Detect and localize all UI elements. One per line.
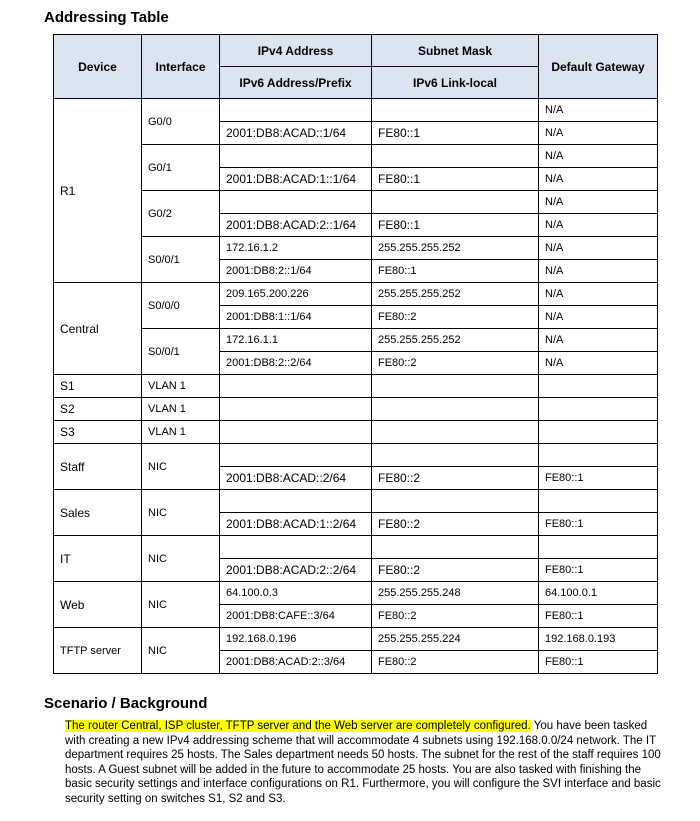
table-cell: 2001:DB8:2::1/64	[220, 260, 372, 283]
table-cell: FE80::1	[539, 467, 658, 490]
table-cell: 255.255.255.224	[372, 628, 539, 651]
table-cell	[372, 490, 539, 513]
table-cell	[220, 145, 372, 168]
table-row	[54, 145, 658, 168]
device-s3: S3	[54, 421, 142, 444]
table-cell: N/A	[539, 283, 658, 306]
device-tftp-server: TFTP server	[54, 628, 142, 674]
device-sales: Sales	[54, 490, 142, 536]
interface-cell: S0/0/0	[142, 283, 220, 329]
table-cell: FE80::2	[372, 651, 539, 674]
table-cell	[539, 421, 658, 444]
table-row	[54, 283, 658, 306]
table-cell: N/A	[539, 352, 658, 375]
interface-cell: VLAN 1	[142, 375, 220, 398]
scenario-title: Scenario / Background	[44, 695, 208, 712]
interface-cell: G0/0	[142, 99, 220, 145]
table-cell	[539, 490, 658, 513]
table-cell: 255.255.255.248	[372, 582, 539, 605]
table-cell: FE80::1	[372, 168, 539, 191]
device-it: IT	[54, 536, 142, 582]
interface-cell: G0/1	[142, 145, 220, 191]
table-cell: FE80::2	[372, 513, 539, 536]
table-cell: 255.255.255.252	[372, 283, 539, 306]
table-cell: 2001:DB8:1::1/64	[220, 306, 372, 329]
table-cell	[220, 99, 372, 122]
table-cell	[372, 375, 539, 398]
table-cell	[220, 398, 372, 421]
table-cell: FE80::1	[539, 651, 658, 674]
device-r1: R1	[54, 99, 142, 283]
table-cell: N/A	[539, 145, 658, 168]
interface-cell: NIC	[142, 628, 220, 674]
interface-cell: NIC	[142, 536, 220, 582]
table-cell	[539, 444, 658, 467]
table-cell	[372, 145, 539, 168]
table-cell: 2001:DB8:ACAD:2::3/64	[220, 651, 372, 674]
table-cell	[372, 191, 539, 214]
table-cell: N/A	[539, 260, 658, 283]
table-row	[54, 490, 658, 513]
table-cell: N/A	[539, 306, 658, 329]
table-cell: N/A	[539, 329, 658, 352]
interface-cell: VLAN 1	[142, 398, 220, 421]
interface-cell: G0/2	[142, 191, 220, 237]
table-cell: 64.100.0.1	[539, 582, 658, 605]
table-cell: 2001:DB8:CAFE::3/64	[220, 605, 372, 628]
table-cell: N/A	[539, 122, 658, 145]
table-cell: N/A	[539, 191, 658, 214]
table-cell: 2001:DB8:2::2/64	[220, 352, 372, 375]
table-cell: 255.255.255.252	[372, 329, 539, 352]
table-cell: FE80::2	[372, 605, 539, 628]
table-cell: 192.168.0.196	[220, 628, 372, 651]
table-cell	[220, 490, 372, 513]
table-cell: N/A	[539, 237, 658, 260]
table-cell	[220, 191, 372, 214]
header-device: Device	[54, 35, 142, 99]
table-cell: 192.168.0.193	[539, 628, 658, 651]
interface-cell: S0/0/1	[142, 237, 220, 283]
table-cell: 255.255.255.252	[372, 237, 539, 260]
table-cell	[372, 444, 539, 467]
device-central: Central	[54, 283, 142, 375]
table-cell	[372, 536, 539, 559]
table-row	[54, 421, 658, 444]
table-cell	[220, 444, 372, 467]
table-cell: 2001:DB8:ACAD:2::2/64	[220, 559, 372, 582]
table-cell	[372, 421, 539, 444]
table-cell: 209.165.200.226	[220, 283, 372, 306]
table-row	[54, 329, 658, 352]
header-default-gateway: Default Gateway	[539, 35, 658, 99]
table-row	[54, 237, 658, 260]
table-cell: 2001:DB8:ACAD::2/64	[220, 467, 372, 490]
table-cell: N/A	[539, 214, 658, 237]
addressing-table	[53, 34, 658, 674]
table-cell: 172.16.1.1	[220, 329, 372, 352]
table-cell: 2001:DB8:ACAD::1/64	[220, 122, 372, 145]
interface-cell: VLAN 1	[142, 421, 220, 444]
table-cell	[539, 536, 658, 559]
table-row	[54, 536, 658, 559]
header-interface: Interface	[142, 35, 220, 99]
table-row	[54, 191, 658, 214]
device-web: Web	[54, 582, 142, 628]
scenario-body: You have been tasked with creating a new IPv4 addressing scheme that will accommodate 4 subnets using 192.168.0.0/24 network. The IT department requires 25 hosts. The Sales department needs 50 hosts. The subnet for the rest of the staff requires 100 hosts. A Guest subnet will be added in the future to accommodate 25 hosts. You are also tasked with finishing the basic security settings and interface configurations on R1. Furthermore, you will configure the SVI interface and basic security setting on switches S1, S2 and S3.	[65, 720, 661, 805]
header-ipv4: IPv4 Address	[220, 35, 372, 67]
header-ipv6-link-local: IPv6 Link-local	[372, 67, 539, 99]
table-cell	[220, 375, 372, 398]
table-cell	[372, 398, 539, 421]
table-cell	[539, 398, 658, 421]
table-cell: FE80::1	[372, 214, 539, 237]
table-cell: 172.16.1.2	[220, 237, 372, 260]
table-cell: FE80::1	[372, 122, 539, 145]
table-row	[54, 99, 658, 122]
table-cell: FE80::1	[372, 260, 539, 283]
table-cell	[220, 536, 372, 559]
device-s1: S1	[54, 375, 142, 398]
table-cell: FE80::2	[372, 559, 539, 582]
table-cell	[220, 421, 372, 444]
interface-cell: NIC	[142, 444, 220, 490]
table-cell: FE80::2	[372, 306, 539, 329]
table-row	[54, 375, 658, 398]
table-cell	[539, 375, 658, 398]
table-row	[54, 628, 658, 651]
interface-cell: NIC	[142, 582, 220, 628]
table-cell	[372, 99, 539, 122]
device-s2: S2	[54, 398, 142, 421]
highlighted-sentence: The router Central, ISP cluster, TFTP server and the Web server are completely configured.	[65, 720, 531, 732]
table-cell: FE80::1	[539, 513, 658, 536]
table-cell: FE80::1	[539, 605, 658, 628]
table-cell: N/A	[539, 99, 658, 122]
table-cell: 64.100.0.3	[220, 582, 372, 605]
table-row	[54, 444, 658, 467]
table-cell: N/A	[539, 168, 658, 191]
header-ipv6-prefix: IPv6 Address/Prefix	[220, 67, 372, 99]
table-cell: 2001:DB8:ACAD:1::1/64	[220, 168, 372, 191]
interface-cell: S0/0/1	[142, 329, 220, 375]
table-row	[54, 582, 658, 605]
table-cell: 2001:DB8:ACAD:1::2/64	[220, 513, 372, 536]
table-cell: 2001:DB8:ACAD:2::1/64	[220, 214, 372, 237]
device-staff: Staff	[54, 444, 142, 490]
table-cell: FE80::1	[539, 559, 658, 582]
table-row	[54, 398, 658, 421]
table-cell: FE80::2	[372, 352, 539, 375]
scenario-paragraph	[65, 719, 665, 806]
addressing-table-title: Addressing Table	[44, 9, 169, 26]
table-cell: FE80::2	[372, 467, 539, 490]
interface-cell: NIC	[142, 490, 220, 536]
header-subnet-mask: Subnet Mask	[372, 35, 539, 67]
